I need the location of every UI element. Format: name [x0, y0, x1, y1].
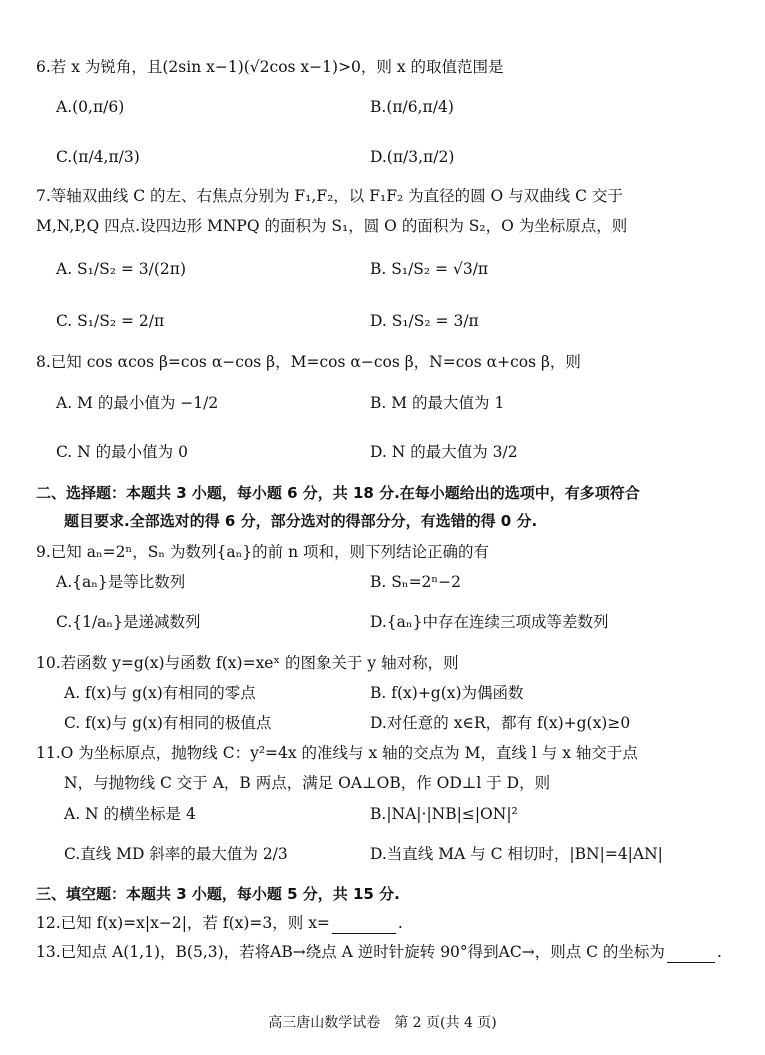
question-9-option-c: C.{1/aₙ}是递减数列	[56, 613, 201, 631]
question-12-end: .	[397, 914, 403, 932]
question-9-option-a: A.{aₙ}是等比数列	[56, 573, 186, 591]
question-13-stem: 13.已知点 A(1,1)，B(5,3)，若将AB→绕点 A 逆时针旋转 90°得到AC→，则点 C 的坐标为	[36, 943, 665, 961]
question-11-option-b: B.|NA|·|NB|≤|ON|²	[370, 805, 518, 823]
question-8-option-a: A. M 的最小值为 −1/2	[56, 394, 219, 412]
question-9-option-d: D.{aₙ}中存在连续三项成等差数列	[370, 613, 609, 631]
question-7-option-a: A. S₁/S₂ = 3/(2π)	[56, 260, 187, 278]
question-11-option-d: D.当直线 MA 与 C 相切时，|BN|=4|AN|	[370, 845, 663, 863]
page-footer: 高三唐山数学试卷 第 2 页(共 4 页)	[268, 1015, 497, 1031]
question-13	[36, 941, 722, 963]
question-6-option-c: C.(π/4,π/3)	[56, 148, 140, 166]
question-6-option-a: A.(0,π/6)	[56, 98, 125, 116]
question-7-stem-line1: 7.等轴双曲线 C 的左、右焦点分别为 F₁,F₂，以 F₁F₂ 为直径的圆 O 与双曲线 C 交于	[36, 187, 623, 205]
question-9-stem: 9.已知 aₙ=2ⁿ，Sₙ 为数列{aₙ}的前 n 项和，则下列结论正确的有	[36, 543, 489, 561]
question-13-end: .	[716, 943, 722, 961]
question-12-stem: 12.已知 f(x)=x|x−2|，若 f(x)=3，则 x=	[36, 914, 330, 932]
section-multi-choice-heading-line2: 题目要求.全部选对的得 6 分，部分选对的得部分分，有选错的得 0 分.	[64, 512, 538, 530]
question-11-stem-line2: N，与抛物线 C 交于 A，B 两点，满足 OA⊥OB，作 OD⊥l 于 D，则	[64, 774, 551, 792]
question-6-stem: 6.若 x 为锐角，且(2sin x−1)(√2cos x−1)>0，则 x 的取值范围是	[36, 58, 504, 76]
answer-blank-12[interactable]	[332, 917, 396, 934]
section-multi-choice-heading: 二、选择题：本题共 3 小题，每小题 6 分，共 18 分.在每小题给出的选项中，有多项符合	[36, 484, 640, 502]
question-10-option-c: C. f(x)与 g(x)有相同的极值点	[64, 714, 272, 732]
question-8-option-c: C. N 的最小值为 0	[56, 443, 188, 461]
question-11-stem-line1: 11.O 为坐标原点，抛物线 C：y²=4x 的准线与 x 轴的交点为 M，直线 l 与 x 轴交于点	[36, 744, 638, 762]
question-8-option-d: D. N 的最大值为 3/2	[370, 443, 518, 461]
question-7-option-b: B. S₁/S₂ = √3/π	[370, 260, 489, 278]
question-7-stem-line2: M,N,P,Q 四点.设四边形 MNPQ 的面积为 S₁，圆 O 的面积为 S₂，O 为坐标原点，则	[36, 217, 628, 235]
question-9-option-b: B. Sₙ=2ⁿ−2	[370, 573, 461, 591]
section-fill-blank-heading: 三、填空题：本题共 3 小题，每小题 5 分，共 15 分.	[36, 885, 400, 903]
question-11-option-a: A. N 的横坐标是 4	[64, 805, 196, 823]
answer-blank-13[interactable]	[667, 946, 715, 963]
question-11-option-c: C.直线 MD 斜率的最大值为 2/3	[64, 845, 288, 863]
question-12	[36, 912, 403, 934]
question-6-option-d: D.(π/3,π/2)	[370, 148, 455, 166]
question-10-stem: 10.若函数 y=g(x)与函数 f(x)=xeˣ 的图象关于 y 轴对称，则	[36, 654, 459, 672]
question-8-option-b: B. M 的最大值为 1	[370, 394, 505, 412]
question-8-stem: 8.已知 cos αcos β=cos α−cos β，M=cos α−cos β，N=cos α+cos β，则	[36, 353, 581, 371]
question-7-option-d: D. S₁/S₂ = 3/π	[370, 312, 479, 330]
question-10-option-b: B. f(x)+g(x)为偶函数	[370, 684, 524, 702]
question-7-option-c: C. S₁/S₂ = 2/π	[56, 312, 165, 330]
question-6-option-b: B.(π/6,π/4)	[370, 98, 454, 116]
question-10-option-d: D.对任意的 x∈R，都有 f(x)+g(x)≥0	[370, 714, 631, 732]
question-10-option-a: A. f(x)与 g(x)有相同的零点	[64, 684, 256, 702]
